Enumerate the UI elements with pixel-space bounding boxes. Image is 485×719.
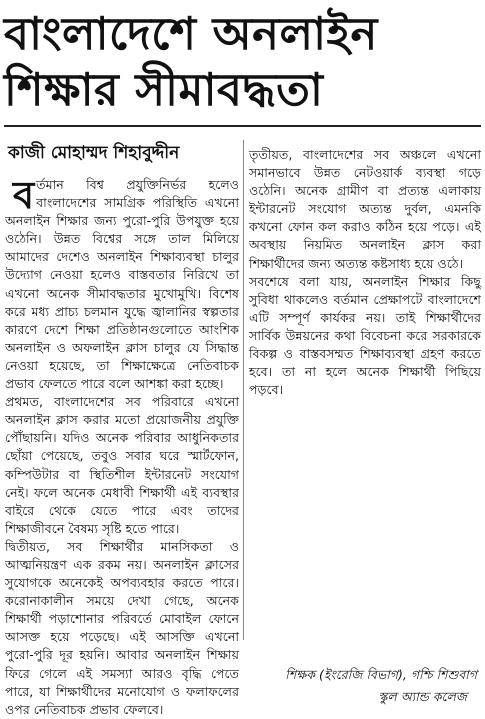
author-affiliation-line-1: শিক্ষক (ইংরেজি বিভাগ), গশ্চি শিশুবাগ	[285, 667, 477, 682]
dropcap: ব	[13, 173, 35, 217]
paragraph-intro	[5, 173, 239, 393]
headline	[4, 6, 482, 118]
headline-rule	[4, 125, 481, 127]
paragraph-second-point: দ্বিতীয়ত, সব শিক্ষার্থীর মানসিকতা ও আত্মনিয়ন্ত্রণ এক রকম নয়। অনলাইন ক্লাসের সুযোগকে অনেকেই অপব্যবহার করতে পারে। করোনাকালীন সময়ে দেখা গেছে, অনেক শিক্ষার্থী পড়াশোনার পরিবর্তে মোবাইল ফোনে আসক্ত হয়ে পড়েছে। এই আসক্তি এখনো পুরো-পুরি দূর হয়নি। আবার অনলাইন শিক্ষায় ফিরে গেলে এই সমস্যা আরও বৃদ্ধি পেতে পারে, যা শিক্ষার্থীদের মনোযোগ ও ফলাফলের ওপর নেতিবাচক প্রভাব ফেলবে।	[5, 538, 239, 717]
paragraph-conclusion: সবশেষে বলা যায়, অনলাইন শিক্ষার কিছু সুবিধা থাকলেও বর্তমান প্রেক্ষাপটে বাংলাদেশে এটি সম্পূর্ণ কার্যকর নয়। তাই শিক্ষার্থীদের সার্বিক উন্নয়নের কথা বিবেচনা করে সরকারকে বিকল্প ও বাস্তবসম্মত শিক্ষাব্যবস্থা গ্রহণ করতে হবে। তা না হলে অনেক শিক্ষার্থী পিছিয়ে পড়বে।	[249, 273, 481, 398]
paragraph-intro-text: র্তমান বিশ্ব প্রযুক্তিনির্ভর হলেও বাংলাদেশের সামগ্রিক পরিস্থিতি এখনো অনলাইন শিক্ষার জন্য পুরো-পুরি উপযুক্ত হয়ে ওঠেনি। উন্নত বিশ্বের সঙ্গে তাল মিলিয়ে আমাদের দেশেও অনলাইন শিক্ষাব্যবস্থা চালুর উদ্যোগ নেওয়া হলেও বাস্তবতার নিরিখে তা এখনো অনেক সীমাবদ্ধতার মুখোমুখি। বিশেষ করে মধ্য প্রাচ্য চলমান যুদ্ধে জ্বালানির স্বল্পতার কারণে দেশে শিক্ষা প্রতিষ্ঠানগুলোতে আংশিক অনলাইন ও অফলাইন ক্লাস চালুর যে সিদ্ধান্ত নেওয়া হয়েছে, তা শিক্ষাক্ষেত্রে নেতিবাচক প্রভাব ফেলতে পারে বলে আশঙ্কা করা হচ্ছে।	[5, 177, 239, 392]
author-byline: কাজী মোহাম্মদ শিহাবুদ্দীন	[8, 143, 180, 163]
author-affiliation	[285, 664, 477, 708]
column-divider	[243, 140, 244, 640]
paragraph-third-point: তৃতীয়ত, বাংলাদেশের সব অঞ্চলে এখনো সমানভাবে উন্নত নেটওয়ার্ক ব্যবস্থা গড়ে ওঠেনি। অনেক গ্রামীণ বা প্রত্যন্ত এলাকায় ইন্টারনেট সংযোগ অত্যন্ত দুর্বল, এমনকি কখনো ফোন কল করাও কঠিন হয়ে পড়ে। এই অবস্থায় নিয়মিত অনলাইন ক্লাস করা শিক্ষার্থীদের জন্য অত্যন্ত কষ্টসাধ্য হয়ে ওঠে।	[249, 147, 481, 271]
article-column-right	[249, 146, 481, 399]
headline-line-1: বাংলাদেশে অনলাইন	[4, 7, 378, 60]
author-affiliation-line-2: স্কুল অ্যান্ড কলেজ	[378, 689, 467, 704]
headline-line-2: শিক্ষার সীমাবদ্ধতা	[4, 63, 324, 116]
article-column-left	[5, 173, 239, 719]
paragraph-first-point: প্রথমত, বাংলাদেশের সব পরিবারে এখনো অনলাইন ক্লাস করার মতো প্রয়োজনীয় প্রযুক্তি পৌঁছায়নি। যদিও অনেক পরিবার আধুনিকতার ছোঁয়া পেয়েছে, তবুও সবার ঘরে স্মার্টফোন, কম্পিউটার বা স্থিতিশীল ইন্টারনেট সংযোগ নেই। ফলে অনেক মেধাবী শিক্ষার্থী এই ব্যবস্থার বাইরে থেকে যেতে পারে এবং তাদের শিক্ষাজীবনে বৈষম্য সৃষ্টি হতে পারে।	[5, 394, 239, 536]
